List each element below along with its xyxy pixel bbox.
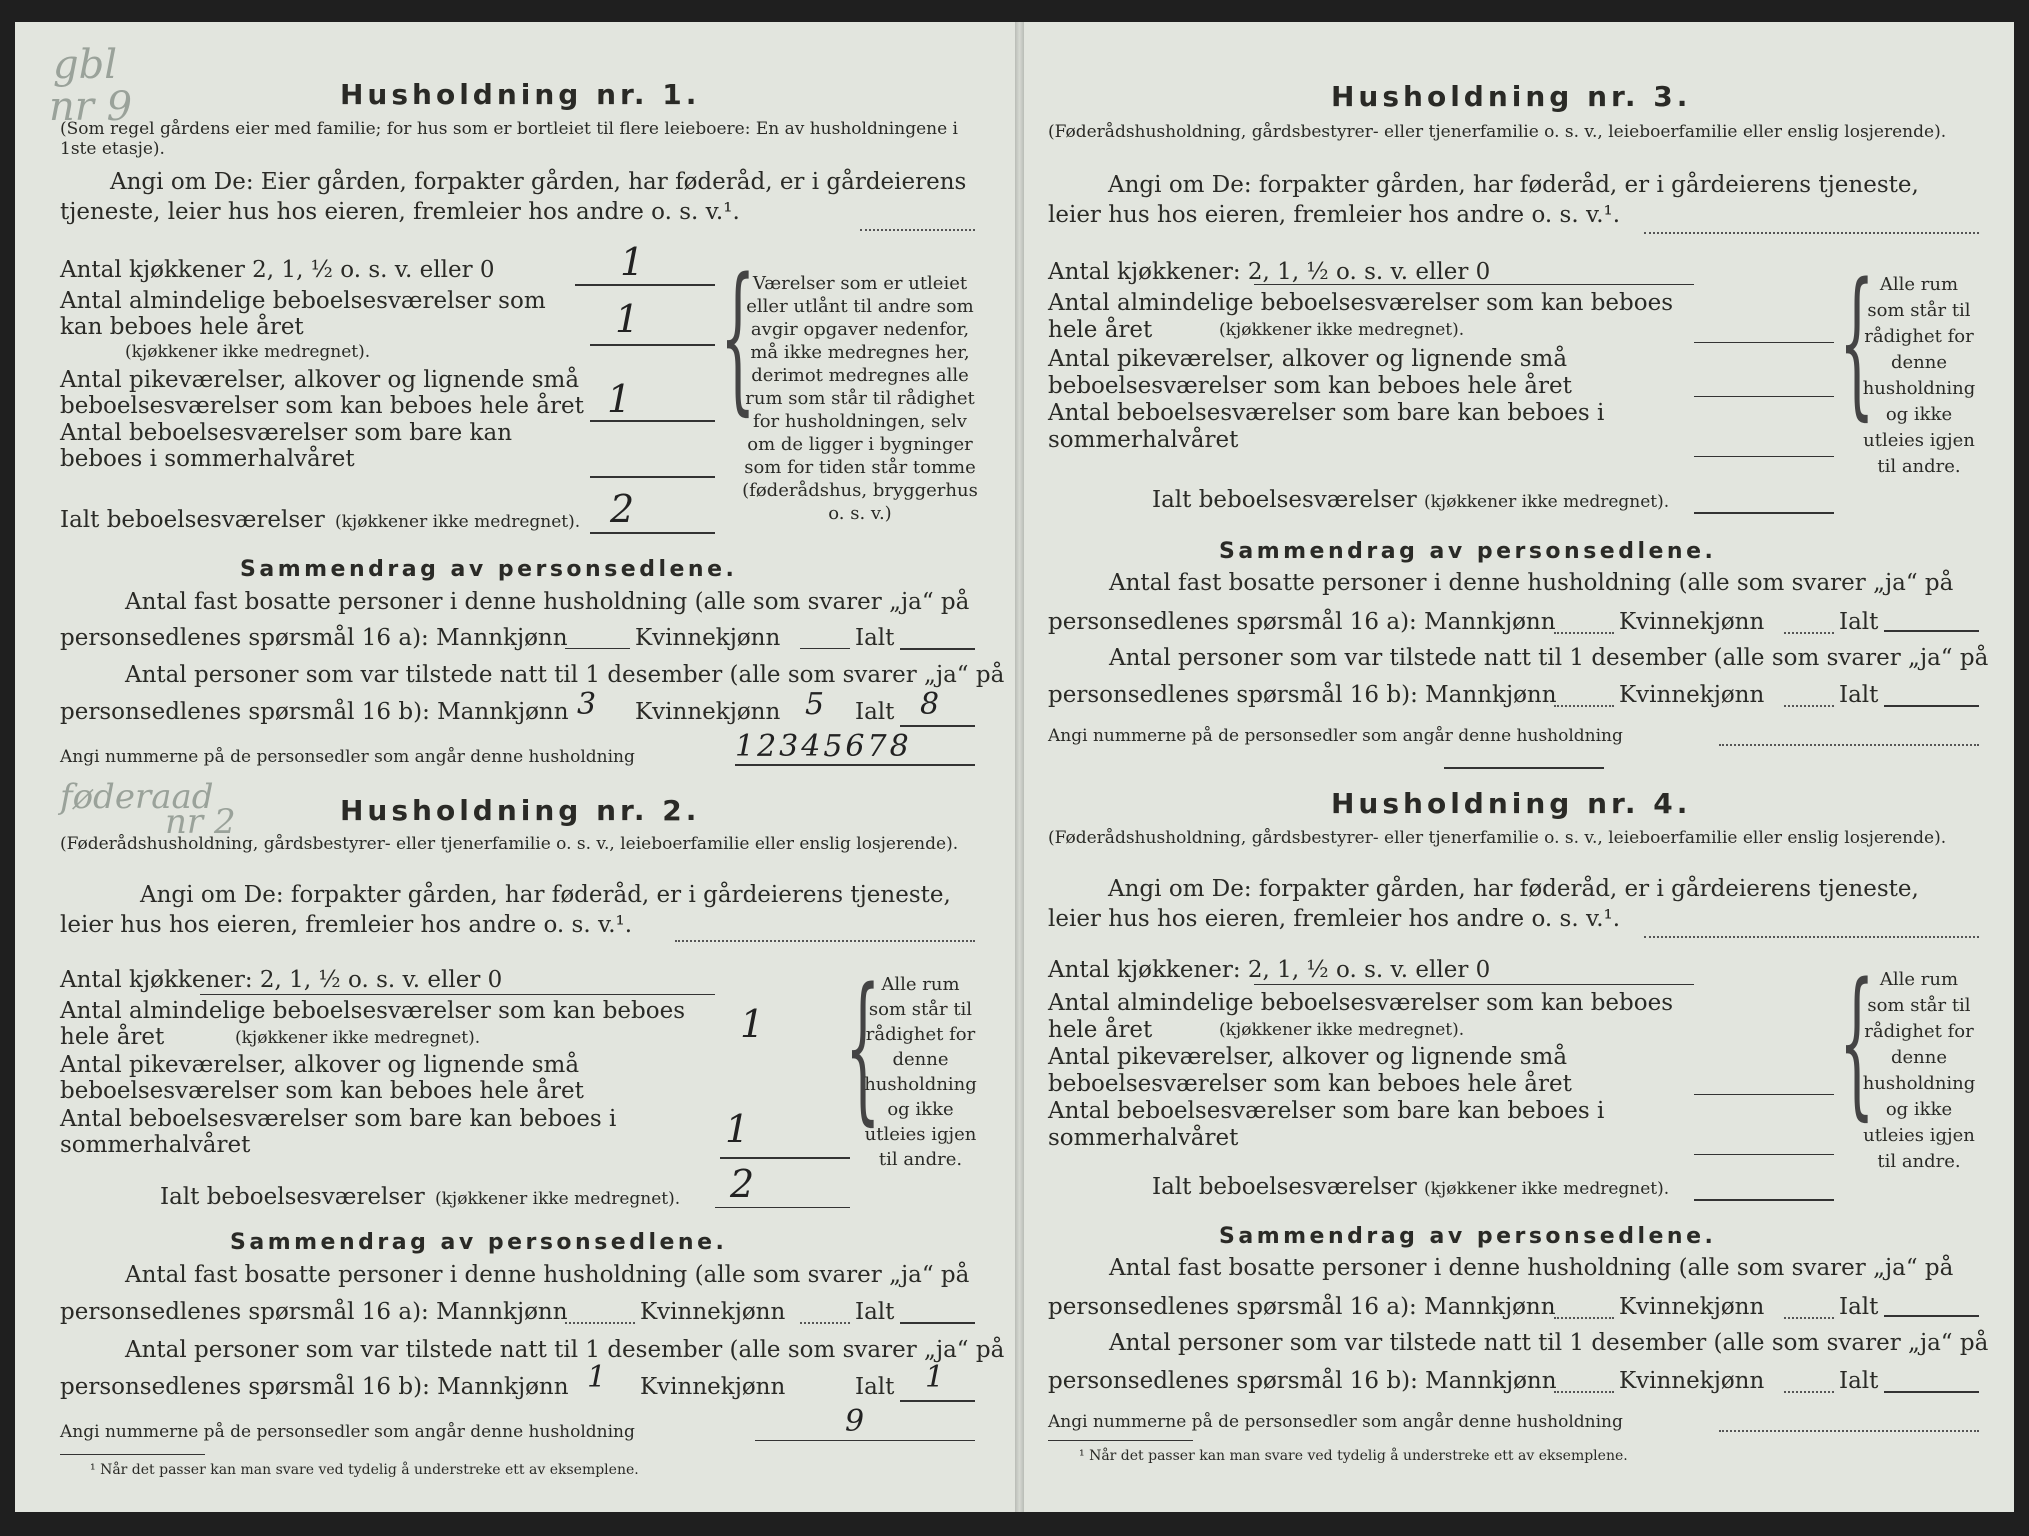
row-maid-rooms: Antal pikeværelser, alkover og lignende små beboelsesværelser som kan beboes hele året	[1048, 346, 1572, 399]
row-summer-rooms: Antal beboelsesværelser som bare kan beboes i sommerhalvåret	[60, 1106, 617, 1158]
row-maid-rooms: Antal pikeværelser, alkover og lignende små beboelsesværelser som kan beboes hele året	[60, 1052, 584, 1104]
summary-b-line1: Antal personer som var tilstede natt til 1 desember (alle som svarer „ja“ på	[125, 1337, 1005, 1363]
total-rooms-label: Ialt beboelsesværelser	[1152, 487, 1417, 513]
total-rooms-sub: (kjøkkener ikke medregnet).	[335, 512, 581, 532]
handwritten-value: 1	[740, 1002, 765, 1046]
row-maid-rooms: Antal pikeværelser, alkover og lignende små beboelsesværelser som kan beboes hele året	[60, 367, 584, 419]
numbers-label: Angi nummerne på de personsedler som angår denne husholdning	[60, 1422, 635, 1442]
row-summer-rooms: Antal beboelsesværelser som bare kan beboes i sommerhalvåret	[1048, 1098, 1605, 1151]
numbers-label: Angi nummerne på de personsedler som angår denne husholdning	[1048, 1412, 1623, 1432]
label-kvinnekjonn: Kvinnekjønn	[640, 1299, 786, 1325]
label-ialt: Ialt	[1839, 682, 1879, 708]
numbers-label: Angi nummerne på de personsedler som angår denne husholdning	[1048, 726, 1623, 746]
label-ialt: Ialt	[1839, 1294, 1879, 1320]
section-title: Husholdning nr. 4.	[1331, 787, 1692, 820]
handwritten-value: 1	[925, 1360, 945, 1395]
right-page	[1024, 22, 2014, 1512]
brace-icon: {	[720, 243, 756, 430]
side-note: Alle rum som står til rådighet for denne husholdning og ikke utleies igjen til andre.	[864, 974, 977, 1170]
row-sub: (kjøkkener ikke medregnet).	[235, 1028, 481, 1048]
brace-icon: {	[1839, 248, 1875, 435]
summary-b-line2: personsedlenes spørsmål 16 b): Mannkjønn	[1048, 682, 1557, 708]
summary-a-line1: Antal fast bosatte personer i denne husholdning (alle som svarer „ja“ på	[125, 589, 970, 615]
total-rooms-sub: (kjøkkener ikke medregnet).	[435, 1189, 681, 1209]
handwritten-value: 5	[805, 687, 825, 722]
handwritten-value: 2	[730, 1162, 755, 1206]
row-sub: (kjøkkener ikke medregnet).	[125, 342, 371, 362]
section-intro: (Føderådshusholdning, gårdsbestyrer- eller tjenerfamilie o. s. v., leieboerfamilie eller enslig losjerende).	[1048, 122, 1947, 142]
total-rooms-label: Ialt beboelsesværelser	[160, 1184, 425, 1210]
label-ialt: Ialt	[855, 625, 895, 651]
summary-b-line2: personsedlenes spørsmål 16 b): Mannkjønn	[60, 699, 569, 725]
handwritten-value: 1	[615, 297, 640, 341]
summary-a-line1: Antal fast bosatte personer i denne husholdning (alle som svarer „ja“ på	[125, 1262, 970, 1288]
total-rooms-label: Ialt beboelsesværelser	[60, 507, 325, 533]
summary-b-line1: Antal personer som var tilstede natt til 1 desember (alle som svarer „ja“ på	[125, 662, 1005, 688]
summary-b-line1: Antal personer som var tilstede natt til 1 desember (alle som svarer „ja“ på	[1109, 1330, 1989, 1356]
label-ialt: Ialt	[855, 1299, 895, 1325]
footnote: ¹ Når det passer kan man svare ved tydelig å understreke ett av eksemplene.	[90, 1462, 639, 1478]
summary-title: Sammendrag av personsedlene.	[1219, 1224, 1717, 1249]
row-sub: (kjøkkener ikke medregnet).	[1219, 1020, 1465, 1040]
summary-a-line2: personsedlenes spørsmål 16 a): Mannkjønn	[1048, 1294, 1556, 1320]
handwritten-value: 9	[845, 1404, 865, 1439]
summary-b-line2: personsedlenes spørsmål 16 b): Mannkjønn	[1048, 1368, 1557, 1394]
summary-a-line2: personsedlenes spørsmål 16 a): Mannkjønn	[1048, 609, 1556, 635]
summary-b-line2: personsedlenes spørsmål 16 b): Mannkjønn	[60, 1374, 569, 1400]
row-kitchens: Antal kjøkkener: 2, 1, ½ o. s. v. eller 0	[1048, 957, 1491, 983]
label-ialt: Ialt	[1839, 1368, 1879, 1394]
numbers-label: Angi nummerne på de personsedler som angår denne husholdning	[60, 747, 635, 767]
total-rooms-sub: (kjøkkener ikke medregnet).	[1424, 1179, 1670, 1199]
side-note: Alle rum som står til rådighet for denne husholdning og ikke utleies igjen til andre.	[1862, 274, 1976, 477]
section-question: Angi om De: Eier gården, forpakter gården, har føderåd, er i gårdeierens tjeneste, leier hus hos eieren, fremleier hos andre o. s. v.¹.	[60, 169, 967, 225]
label-kvinnekjonn: Kvinnekjønn	[1619, 682, 1765, 708]
side-note: Alle rum som står til rådighet for denne husholdning og ikke utleies igjen til andre.	[1862, 969, 1976, 1172]
row-ordinary-rooms: Antal almindelige beboelsesværelser som kan beboes hele året	[60, 998, 686, 1050]
row-kitchens: Antal kjøkkener: 2, 1, ½ o. s. v. eller 0	[1048, 259, 1491, 285]
summary-a-line2: personsedlenes spørsmål 16 a): Mannkjønn	[60, 625, 568, 651]
handwritten-value: 1	[725, 1107, 750, 1151]
label-ialt: Ialt	[855, 699, 895, 725]
section-question: Angi om De: forpakter gården, har føderåd, er i gårdeierens tjeneste, leier hus hos eieren, fremleier hos andre o. s. v.¹.	[60, 882, 951, 938]
handwritten-value: 2	[610, 487, 635, 531]
summary-title: Sammendrag av personsedlene.	[230, 1230, 728, 1255]
section-intro: (Som regel gårdens eier med familie; for hus som er bortleiet til flere leieboere: En av husholdningene i 1ste etasje).	[60, 119, 958, 159]
row-ordinary-rooms: Antal almindelige beboelsesværelser som kan beboes hele året	[60, 288, 546, 340]
row-summer-rooms: Antal beboelsesværelser som bare kan beboes i sommerhalvåret	[60, 420, 513, 472]
margin-note: gbl	[53, 42, 118, 88]
row-summer-rooms: Antal beboelsesværelser som bare kan beboes i sommerhalvåret	[1048, 400, 1605, 453]
handwritten-value: 1	[587, 1360, 607, 1395]
summary-title: Sammendrag av personsedlene.	[1219, 539, 1717, 564]
summary-title: Sammendrag av personsedlene.	[240, 557, 738, 582]
section-title: Husholdning nr. 3.	[1331, 80, 1692, 113]
handwritten-value: 1	[607, 377, 632, 421]
row-ordinary-rooms: Antal almindelige beboelsesværelser som kan beboes hele året	[1048, 990, 1674, 1043]
summary-a-line2: personsedlenes spørsmål 16 a): Mannkjønn	[60, 1299, 568, 1325]
total-rooms-label: Ialt beboelsesværelser	[1152, 1174, 1417, 1200]
row-maid-rooms: Antal pikeværelser, alkover og lignende små beboelsesværelser som kan beboes hele året	[1048, 1044, 1572, 1097]
label-ialt: Ialt	[855, 1374, 895, 1400]
label-kvinnekjonn: Kvinnekjønn	[640, 1374, 786, 1400]
section-question: Angi om De: forpakter gården, har føderåd, er i gårdeierens tjeneste, leier hus hos eieren, fremleier hos andre o. s. v.¹.	[1048, 172, 1919, 228]
summary-a-line1: Antal fast bosatte personer i denne husholdning (alle som svarer „ja“ på	[1109, 570, 1954, 596]
label-kvinnekjonn: Kvinnekjønn	[635, 625, 781, 651]
handwritten-value: 1	[620, 240, 645, 284]
row-kitchens: Antal kjøkkener 2, 1, ½ o. s. v. eller 0	[60, 257, 495, 283]
margin-note: føderaad	[60, 777, 214, 817]
section-intro: (Føderådshusholdning, gårdsbestyrer- eller tjenerfamilie o. s. v., leieboerfamilie eller enslig losjerende).	[1048, 828, 1947, 848]
summary-b-line1: Antal personer som var tilstede natt til 1 desember (alle som svarer „ja“ på	[1109, 645, 1989, 671]
row-kitchens: Antal kjøkkener: 2, 1, ½ o. s. v. eller 0	[60, 967, 503, 993]
handwritten-value: 3	[577, 687, 597, 722]
label-kvinnekjonn: Kvinnekjønn	[1619, 609, 1765, 635]
section-question: Angi om De: forpakter gården, har føderåd, er i gårdeierens tjeneste, leier hus hos eieren, fremleier hos andre o. s. v.¹.	[1048, 876, 1919, 932]
summary-a-line1: Antal fast bosatte personer i denne husholdning (alle som svarer „ja“ på	[1109, 1255, 1954, 1281]
label-kvinnekjonn: Kvinnekjønn	[1619, 1368, 1765, 1394]
label-kvinnekjonn: Kvinnekjønn	[1619, 1294, 1765, 1320]
footnote: ¹ Når det passer kan man svare ved tydelig å understreke ett av eksemplene.	[1079, 1448, 1628, 1464]
handwritten-value: 12345678	[735, 729, 912, 764]
label-kvinnekjonn: Kvinnekjønn	[635, 699, 781, 725]
brace-icon: {	[845, 953, 881, 1140]
section-title: Husholdning nr. 2.	[340, 794, 701, 827]
row-sub: (kjøkkener ikke medregnet).	[1219, 320, 1465, 340]
label-ialt: Ialt	[1839, 609, 1879, 635]
margin-note: nr 9	[49, 84, 133, 130]
total-rooms-sub: (kjøkkener ikke medregnet).	[1424, 492, 1670, 512]
left-page	[15, 22, 1015, 1512]
side-note: Værelser som er utleiet eller utlånt til andre som avgir opgaver nedenfor, må ikke medregnes her, derimot medregnes alle rum som står til rådighet for husholdningen, selv om de ligger i bygninger som for tiden står tomme (føderådshus, bryggerhus o. s. v.)	[742, 273, 978, 524]
section-title: Husholdning nr. 1.	[340, 78, 701, 111]
brace-icon: {	[1839, 948, 1875, 1135]
margin-note: nr 2	[165, 802, 236, 842]
page-gutter	[1015, 22, 1024, 1512]
row-ordinary-rooms: Antal almindelige beboelsesværelser som kan beboes hele året	[1048, 290, 1674, 343]
handwritten-value: 8	[920, 687, 940, 722]
section-intro: (Føderådshusholdning, gårdsbestyrer- eller tjenerfamilie o. s. v., leieboerfamilie eller enslig losjerende).	[60, 834, 959, 854]
